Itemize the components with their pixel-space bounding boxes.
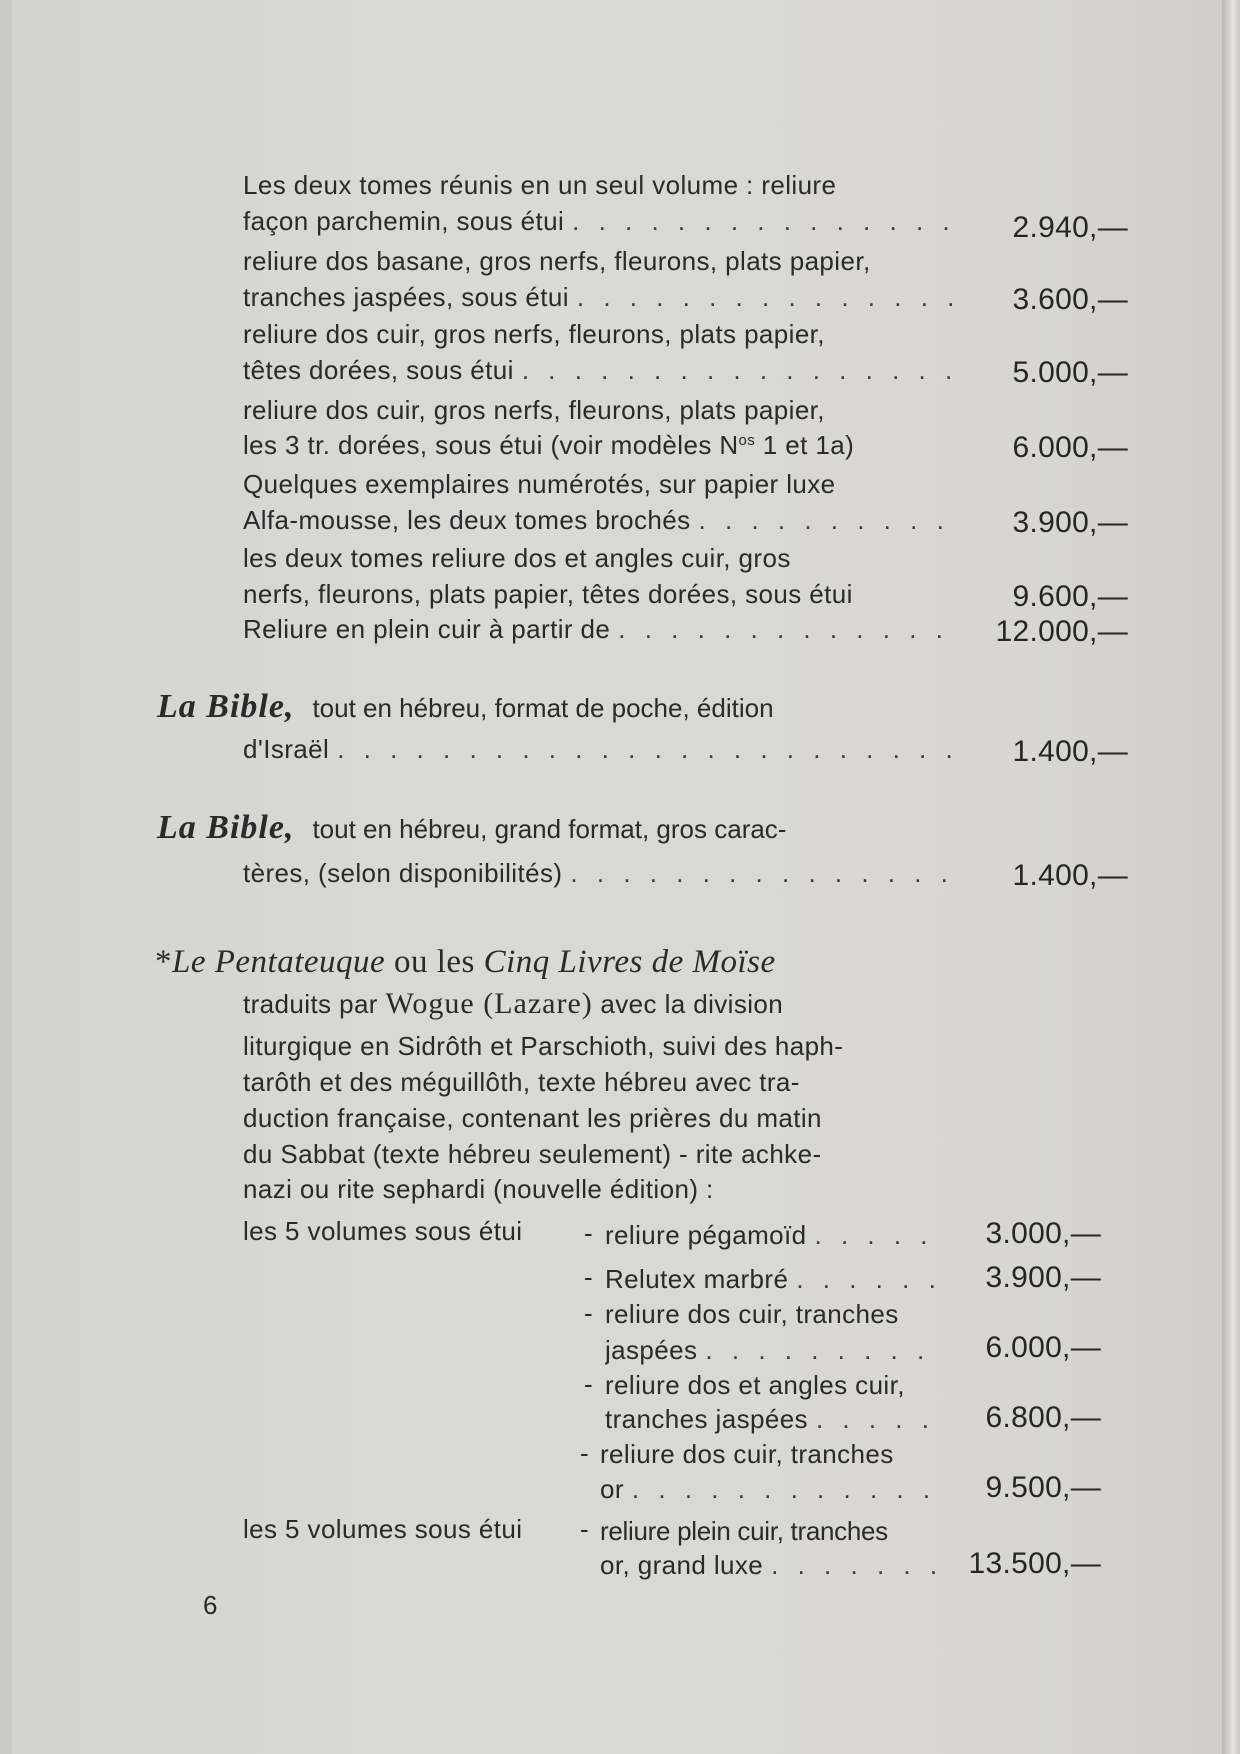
price: 12.000,— [995, 615, 1128, 648]
text-line: tranches jaspées, sous étui . . . [243, 280, 958, 314]
text-line: Les deux tomes réunis en un seul volume : reliure [243, 170, 837, 200]
text-line: Reliure en plein cuir à partir de . . . [243, 612, 958, 646]
volume-label: les 5 volumes sous étui [243, 1514, 523, 1544]
dash: - [584, 1218, 593, 1248]
price: 1.400,— [1012, 859, 1128, 892]
price: 5.000,— [1012, 356, 1128, 389]
entry-title-line: *Le Pentateuque ou les Cinq Livres de Moïse [155, 944, 776, 980]
text-line: façon parchemin, sous étui . . . [243, 204, 958, 238]
entry-title: La Bible, [157, 688, 295, 725]
price: 9.600,— [1012, 580, 1128, 613]
dash: - [584, 1298, 593, 1328]
entry-title-line: La Bible, tout en hébreu, grand format, gros carac- [157, 809, 787, 846]
text-line: nazi ou rite sephardi (nouvelle édition) : [243, 1174, 714, 1204]
option-line: reliure dos cuir, tranches [600, 1439, 894, 1469]
option-line: jaspées . . . [605, 1333, 935, 1367]
text-line: tères, (selon disponibilités) . . . [243, 856, 958, 890]
price: 2.940,— [1012, 211, 1128, 244]
entry-title-line: La Bible, tout en hébreu, format de poche, édition [157, 688, 774, 725]
price: 1.400,— [1012, 735, 1128, 768]
text-line: duction française, contenant les prières du matin [243, 1103, 822, 1133]
volume-label: les 5 volumes sous étui [243, 1216, 523, 1246]
option-line: reliure dos cuir, tranches [605, 1299, 899, 1329]
price: 3.900,— [985, 1261, 1101, 1294]
option-line: reliure plein cuir, tranches [600, 1516, 888, 1546]
price: 3.900,— [1012, 506, 1128, 539]
dash: - [584, 1369, 593, 1399]
dash: - [580, 1438, 589, 1468]
entry-title: La Bible, [157, 809, 295, 846]
entry-title: Cinq Livres de Moïse [483, 944, 776, 980]
text-line: nerfs, fleurons, plats papier, têtes dorées, sous étui [243, 579, 853, 609]
text-line: têtes dorées, sous étui . . . [243, 353, 958, 387]
text-line: reliure dos cuir, gros nerfs, fleurons, plats papier, [243, 319, 825, 349]
text-line: d'Israël . . . [243, 732, 958, 766]
text-line: reliure dos basane, gros nerfs, fleurons, plats papier, [243, 246, 871, 276]
text-line: les deux tomes reliure dos et angles cuir, gros [243, 543, 791, 573]
text-line: liturgique en Sidrôth et Parschioth, suivi des haph- [243, 1031, 844, 1061]
option-line: tranches jaspées . . . [605, 1402, 935, 1436]
dash: - [584, 1262, 593, 1292]
page-number: 6 [203, 1590, 218, 1620]
option-line: reliure dos et angles cuir, [605, 1370, 905, 1400]
option-line: or . . . [600, 1472, 935, 1506]
text-line: Quelques exemplaires numérotés, sur papier luxe [243, 469, 836, 499]
text-line: du Sabbat (texte hébreu seulement) - rite achke- [243, 1139, 822, 1169]
option-line: reliure pégamoïd . . . [605, 1218, 935, 1252]
price: 13.500,— [968, 1547, 1101, 1580]
price: 3.000,— [985, 1217, 1101, 1250]
price: 9.500,— [985, 1471, 1101, 1504]
entry-title: Le Pentateuque [172, 944, 386, 980]
text-line: tarôth et des méguillôth, texte hébreu avec tra- [243, 1067, 800, 1097]
price: 6.000,— [985, 1331, 1101, 1364]
option-line: or, grand luxe . . . [600, 1548, 935, 1582]
price: 6.000,— [1012, 431, 1128, 464]
price: 3.600,— [1012, 283, 1128, 316]
text-line: Alfa-mousse, les deux tomes brochés . . . [243, 503, 958, 537]
text-line: traduits par Wogue (Lazare) avec la division [243, 987, 784, 1020]
price: 6.800,— [985, 1401, 1101, 1434]
text-line: reliure dos cuir, gros nerfs, fleurons, plats papier, [243, 395, 825, 425]
dash: - [580, 1514, 589, 1544]
text-line: les 3 tr. dorées, sous étui (voir modèles $N^{os}$ 1 et 1a) [243, 430, 855, 460]
option-line: Relutex marbré . . . [605, 1262, 935, 1296]
